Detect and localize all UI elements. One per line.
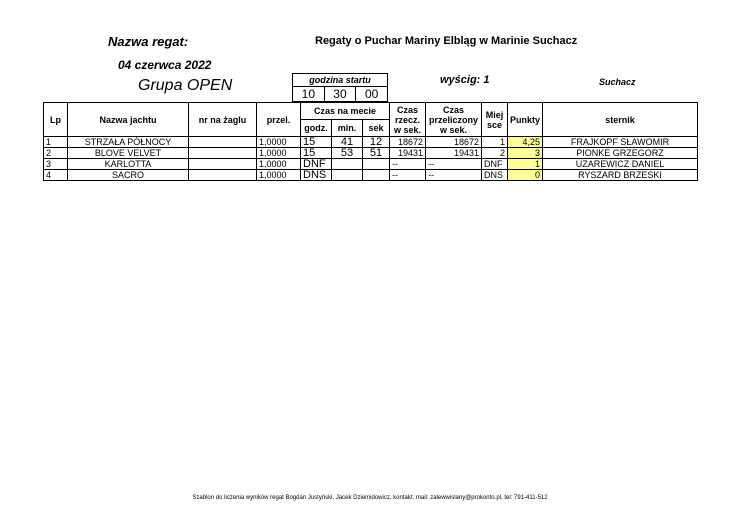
cell-yacht-name: BLOVE VELVET — [68, 148, 189, 159]
cell-corrected-time: -- — [426, 159, 482, 170]
col-hours: godz. — [301, 120, 332, 137]
cell-lp: 4 — [44, 170, 68, 181]
cell-real-time: -- — [390, 159, 426, 170]
cell-hours: 15 — [301, 137, 332, 148]
cell-seconds — [363, 159, 390, 170]
cell-helm: PIONKE GRZEGORZ — [543, 148, 698, 159]
cell-place: DNS — [482, 170, 508, 181]
cell-factor: 1,0000 — [257, 137, 301, 148]
cell-points: 1 — [508, 159, 543, 170]
cell-place: 2 — [482, 148, 508, 159]
real-time-label-1: Czas — [396, 104, 418, 115]
cell-points: 4,25 — [508, 137, 543, 148]
start-time-label: godzina startu — [293, 74, 388, 87]
col-helm: sternik — [543, 103, 698, 137]
cell-place: DNF — [482, 159, 508, 170]
cell-factor: 1,0000 — [257, 170, 301, 181]
cell-hours: DNS — [301, 170, 332, 181]
start-time-box — [292, 73, 388, 102]
cell-helm: RYSZARD BRZESKI — [543, 170, 698, 181]
col-corrected-time — [426, 103, 482, 137]
cell-minutes — [332, 159, 363, 170]
cell-minutes: 41 — [332, 137, 363, 148]
cell-sail-number — [189, 159, 257, 170]
cell-yacht-name: STRZAŁA PÓŁNOCY — [68, 137, 189, 148]
cell-sail-number — [189, 170, 257, 181]
cell-seconds: 51 — [363, 148, 390, 159]
cell-factor: 1,0000 — [257, 148, 301, 159]
cell-minutes: 53 — [332, 148, 363, 159]
cell-seconds — [363, 170, 390, 181]
cell-points: 0 — [508, 170, 543, 181]
col-finish-time: Czas na mecie — [301, 103, 390, 120]
col-points: Punkty — [508, 103, 543, 137]
cell-corrected-time: 19431 — [426, 148, 482, 159]
cell-lp: 3 — [44, 159, 68, 170]
race-location: Suchacz — [599, 77, 636, 87]
cell-minutes — [332, 170, 363, 181]
cell-points: 3 — [508, 148, 543, 159]
header-row — [44, 103, 698, 120]
regatta-name-label: Nazwa regat: — [108, 34, 189, 49]
table-row — [44, 159, 698, 170]
place-label-1: Miej — [485, 109, 504, 120]
cell-factor: 1,0000 — [257, 159, 301, 170]
corrected-time-label-2: przeliczony — [428, 114, 478, 125]
start-hour: 10 — [293, 87, 325, 102]
regatta-date: 04 czerwca 2022 — [118, 58, 212, 72]
real-time-label-2: rzecz. — [394, 114, 420, 125]
cell-yacht-name: KARLOTTA — [68, 159, 189, 170]
regatta-title: Regaty o Puchar Mariny Elbląg w Marinie Suchacz — [315, 35, 578, 47]
cell-sail-number — [189, 148, 257, 159]
cell-real-time: -- — [390, 170, 426, 181]
race-number: wyścig: 1 — [440, 74, 490, 86]
table-row — [44, 170, 698, 181]
col-seconds: sek — [363, 120, 390, 137]
cell-corrected-time: -- — [426, 170, 482, 181]
table-row — [44, 137, 698, 148]
table-row — [44, 148, 698, 159]
group-name: Grupa OPEN — [138, 77, 233, 94]
col-minutes: min. — [332, 120, 363, 137]
corrected-time-label-3: w sek. — [439, 124, 468, 135]
cell-yacht-name: SACRO — [68, 170, 189, 181]
col-sail-number: nr na żaglu — [189, 103, 257, 137]
start-second: 00 — [356, 87, 388, 102]
cell-hours: 15 — [301, 148, 332, 159]
cell-seconds: 12 — [363, 137, 390, 148]
cell-place: 1 — [482, 137, 508, 148]
col-lp: Lp — [44, 103, 68, 137]
start-minute: 30 — [324, 87, 356, 102]
col-yacht-name: Nazwa jachtu — [68, 103, 189, 137]
cell-hours: DNF — [301, 159, 332, 170]
real-time-label-3: w sek. — [393, 124, 422, 135]
cell-lp: 2 — [44, 148, 68, 159]
cell-corrected-time: 18672 — [426, 137, 482, 148]
corrected-time-label-1: Czas — [442, 104, 464, 115]
place-label-2: sce — [486, 119, 503, 130]
col-place — [482, 103, 508, 137]
cell-helm: FRAJKOPF SŁAWOMIR — [543, 137, 698, 148]
cell-real-time: 18672 — [390, 137, 426, 148]
cell-real-time: 19431 — [390, 148, 426, 159]
col-factor: przel. — [257, 103, 301, 137]
cell-sail-number — [189, 137, 257, 148]
col-real-time — [390, 103, 426, 137]
cell-lp: 1 — [44, 137, 68, 148]
cell-helm: UZAREWICZ DANIEL — [543, 159, 698, 170]
footer-credits: Szablon do liczenia wyników regat Bogdan Justyński, Jacek Dziemidowicz, kontakt: mail: zalewwislany@prokonto.pl, tel: 791-411-512 — [192, 495, 548, 501]
results-table — [43, 102, 698, 181]
